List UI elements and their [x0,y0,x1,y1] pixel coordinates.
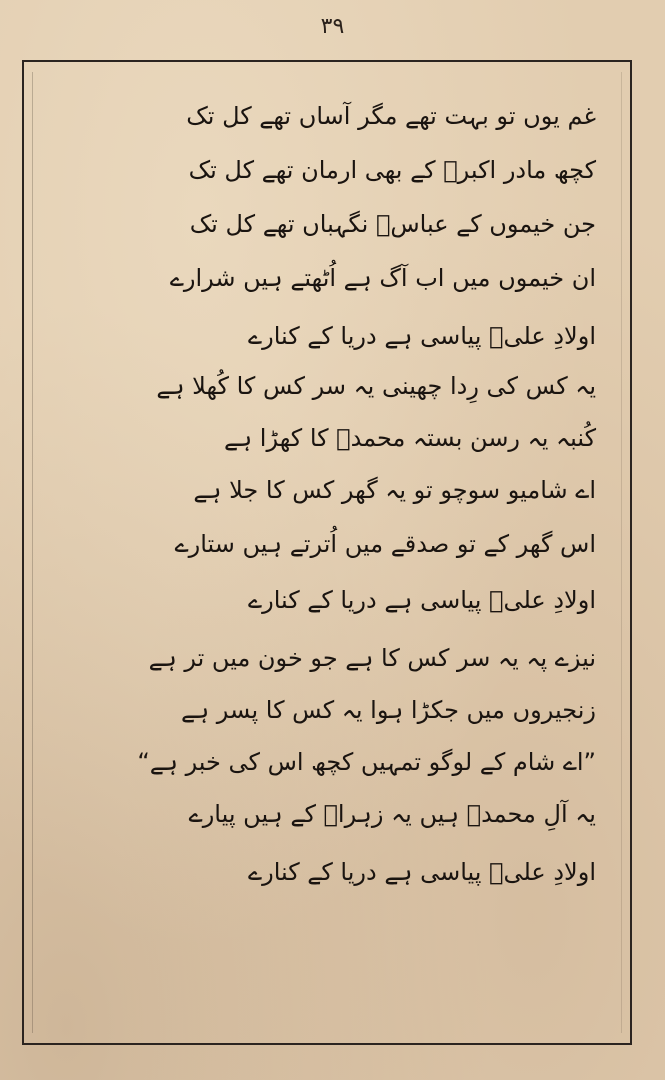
stanza-3-line-1: نیزے پہ یہ سر کس کا ہے جو خون میں تر ہے [148,644,596,672]
stanza-2-line-2: کُنبہ یہ رسن بستہ محمدؐ کا کھڑا ہے [224,424,596,452]
stanza-3-line-2: زنجیروں میں جکڑا ہوا یہ کس کا پسر ہے [181,696,596,724]
stanza-1-line-3: جن خیموں کے عباسؑ نگہباں تھے کل تک [189,210,596,238]
stanza-1-line-1: غم یوں تو بہت تھے مگر آساں تھے کل تک [186,102,596,130]
page-number: ۳۹ [320,14,345,39]
stanza-2-line-3: اے شامیو سوچو تو یہ گھر کس کا جلا ہے [193,476,596,504]
poem-body [22,60,632,1045]
stanza-3-refrain: اولادِ علیؑ پیاسی ہے دریا کے کنارے [248,858,596,886]
stanza-2-line-1: یہ کس کی رِدا چھینی یہ سر کس کا کُھلا ہے [156,372,596,400]
stanza-2-line-4: اس گھر کے تو صدقے میں اُترتے ہیں ستارے [174,530,596,558]
stanza-1-refrain: اولادِ علیؑ پیاسی ہے دریا کے کنارے [248,322,596,350]
stanza-1-line-2: کچھ مادر اکبرؑ کے بھی ارمان تھے کل تک [188,156,596,184]
stanza-1-line-4: ان خیموں میں اب آگ ہے اُٹھتے ہیں شرارے [169,264,596,292]
stanza-2-refrain: اولادِ علیؑ پیاسی ہے دریا کے کنارے [248,586,596,614]
stanza-3-line-4: یہ آلِ محمدؐ ہیں یہ زہراؑ کے ہیں پیارے [188,800,596,828]
stanza-3-line-3: ”اے شام کے لوگو تمہیں کچھ اس کی خبر ہے“ [137,748,596,776]
